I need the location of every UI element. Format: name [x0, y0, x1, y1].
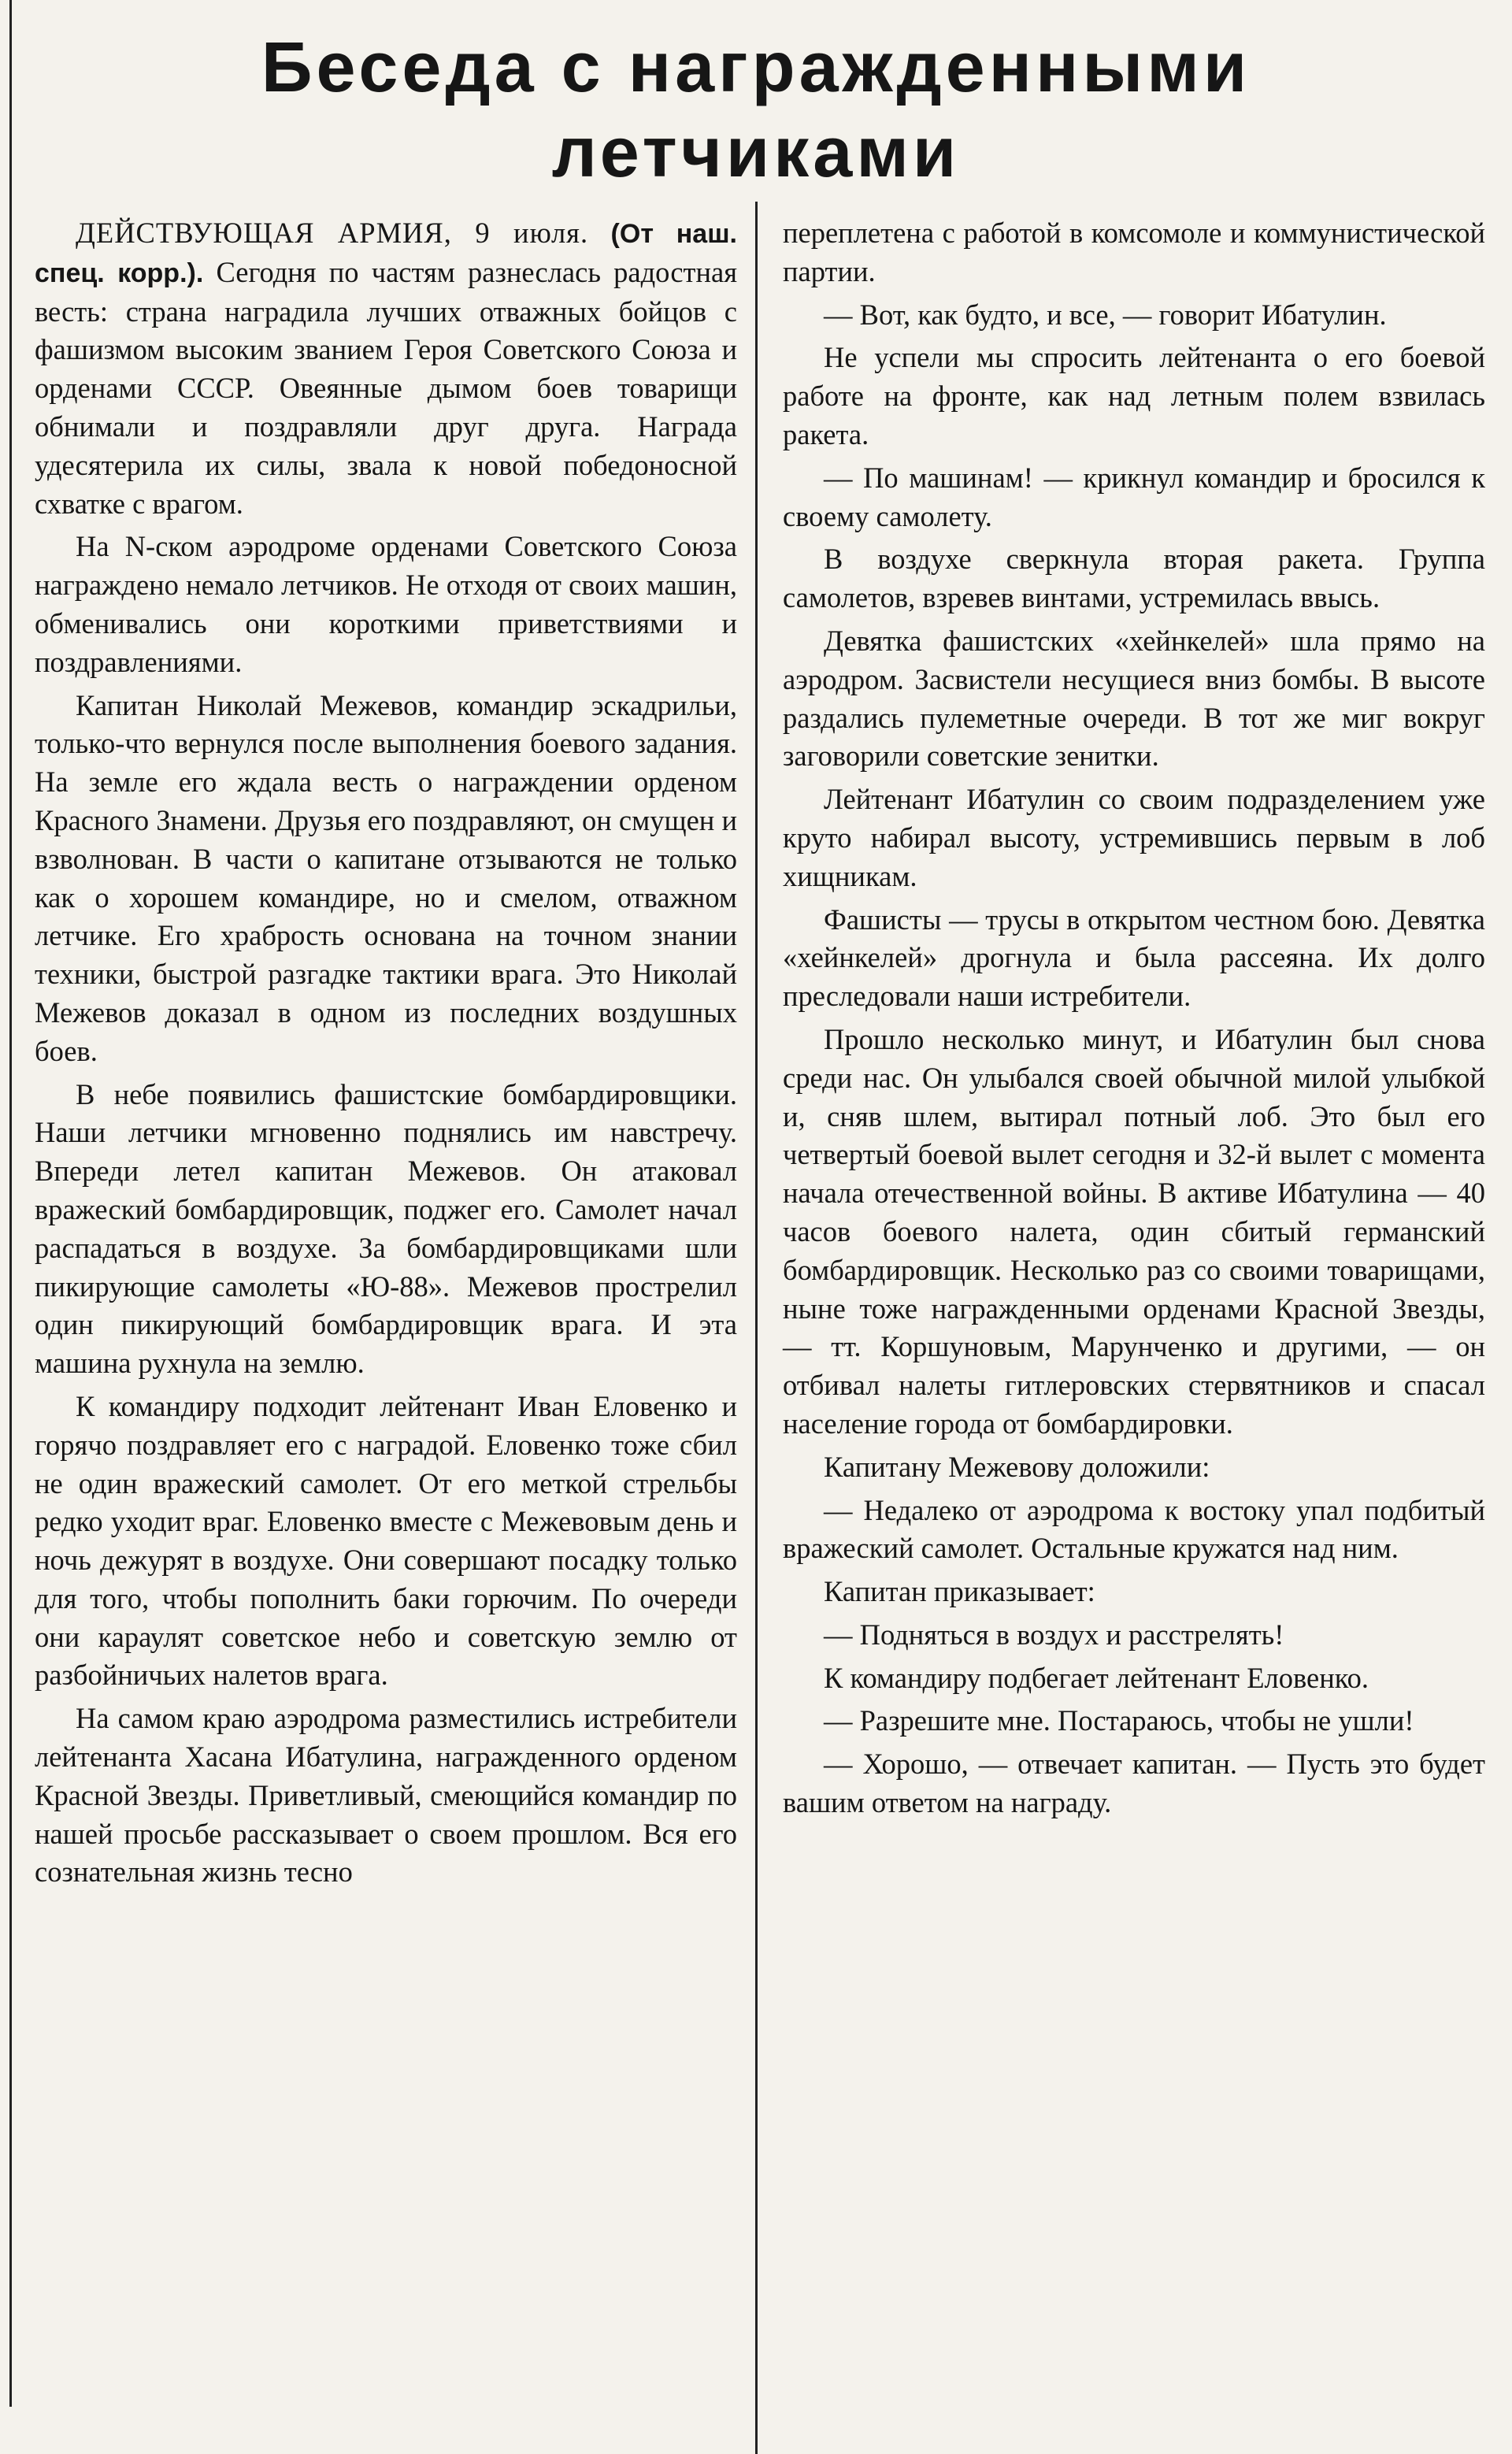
- paragraph: Капитан Николай Межевов, командир эскадрильи, только-что вернулся после выполнения боевого задания. На земле его ждала весть о награждении орденом Красного Знамени. Друзья его поздравляют, он смущен и взволнован. В части о капитане отзываются не только как о хорошем командире, но и смелом, отважном летчике. Его храбрость основана на точном знании техники, быстрой разгадке тактики врага. Это Николай Межевов доказал в одном из последних воздушных боев.: [35, 688, 737, 1067]
- paragraph: Капитан приказывает:: [824, 1575, 1095, 1608]
- paragraph: — Вот, как будто, и все, — говорит Ибатулин.: [824, 298, 1387, 331]
- paragraph: Капитану Межевову доложили:: [824, 1450, 1210, 1483]
- paragraph: На N-ском аэродроме орденами Советского Союза награждено немало летчиков. Не отходя от своих машин, обменивались они короткими приветствиями и поздравлениями.: [35, 530, 737, 678]
- paragraph: Не успели мы спросить лейтенанта о его боевой работе на фронте, как над летным полем взвилась ракета.: [783, 341, 1485, 450]
- headline-line-1: Беседа с награжденными: [261, 28, 1251, 107]
- column-divider: [755, 202, 758, 2454]
- byline: (От наш. спец. корр.).: [35, 219, 737, 288]
- left-column: [16, 209, 748, 2430]
- paragraph: Прошло несколько минут, и Ибатулин был снова среди нас. Он улыбался своей обычной милой улыбкой и, сняв шлем, вытирал потный лоб. Это был его четвертый боевой вылет сегодня и 32-й вылет с момента начала отечественной войны. В активе Ибатулина — 40 часов боевого налета, один сбитый германский бомбардировщик. Несколько раз со своими товарищами, ныне тоже награжденными орденами Красной Звезды, — тт. Коршуновым, Марунченко и другими, — он отбивал налеты гитлеровских стервятников и спасал население города от бомбардировки.: [783, 1022, 1485, 1440]
- paragraph: К командиру подбегает лейтенант Еловенко.: [824, 1661, 1369, 1694]
- paragraph: На самом краю аэродрома разместились истребители лейтенанта Хасана Ибатулина, награжденного орденом Красной Звезды. Приветливый, смеющийся командир по нашей просьбе рассказывает о своем прошлом. Вся его сознательная жизнь тесно: [35, 1702, 737, 1889]
- paragraph: Сегодня по частям разнеслась радостная весть: страна наградила лучших отважных бойцов с фашизмом высоким званием Героя Советского Союза и орденами СССР. Овеянные дымом боев товарищи обнимали и поздравляли друг друга. Награда удесятерила их силы, звала к новой победоносной схватке с врагом.: [35, 255, 737, 520]
- headline-line-2: летчиками: [551, 113, 961, 192]
- right-column: [764, 209, 1496, 2430]
- paragraph: — По машинам! — крикнул командир и бросился к своему самолету.: [783, 461, 1485, 532]
- lead-paragraph: [35, 214, 737, 523]
- paragraph: В воздухе сверкнула вторая ракета. Группа самолетов, взревев винтами, устремилась ввысь.: [783, 543, 1485, 614]
- paragraph: — Недалеко от аэродрома к востоку упал подбитый вражеский самолет. Остальные кружатся над ним.: [783, 1493, 1485, 1565]
- article-headline: [16, 25, 1496, 195]
- continued-paragraph: переплетена с работой в комсомоле и коммунистической партии.: [783, 217, 1485, 287]
- left-border-rule: [9, 0, 12, 2407]
- paragraph: Девятка фашистских «хейнкелей» шла прямо на аэродром. Засвистели несущиеся вниз бомбы. В высоте раздались пулеметные очереди. В тот же миг вокруг заговорили советские зенитки.: [783, 624, 1485, 773]
- paragraph: Лейтенант Ибатулин со своим подразделением уже круто набирал высоту, устремившись первым в лоб хищникам.: [783, 783, 1485, 892]
- paragraph: Фашисты — трусы в открытом честном бою. Девятка «хейнкелей» дрогнула и была рассеяна. Их долго преследовали наши истребители.: [783, 903, 1485, 1013]
- paragraph: — Разрешите мне. Постараюсь, чтобы не ушли!: [824, 1704, 1414, 1737]
- paragraph: К командиру подходит лейтенант Иван Еловенко и горячо поздравляет его с наградой. Еловенко тоже сбил не один вражеский самолет. От его меткой стрельбы редко уходит враг. Еловенко вместе с Межевовым день и ночь дежурят в воздухе. Они совершают посадку только для того, чтобы пополнить баки горючим. По очереди они караулят советское небо и советскую землю от разбойничьих налетов врага.: [35, 1389, 737, 1692]
- article-columns: [16, 209, 1496, 2430]
- paragraph: — Подняться в воздух и расстрелять!: [824, 1618, 1284, 1651]
- dateline: ДЕЙСТВУЮЩАЯ АРМИЯ, 9 июля.: [76, 217, 589, 249]
- paragraph: — Хорошо, — отвечает капитан. — Пусть это будет вашим ответом на награду.: [783, 1748, 1485, 1819]
- paragraph: В небе появились фашистские бомбардировщики. Наши летчики мгновенно поднялись им навстречу. Впереди летел капитан Межевов. Он атаковал вражеский бомбардировщик, поджег его. Самолет начал распадаться в воздухе. За бомбардировщиками шли пикирующие самолеты «Ю-88». Межевов прострелил один пикирующий бомбардировщик врага. И эта машина рухнула на землю.: [35, 1077, 737, 1380]
